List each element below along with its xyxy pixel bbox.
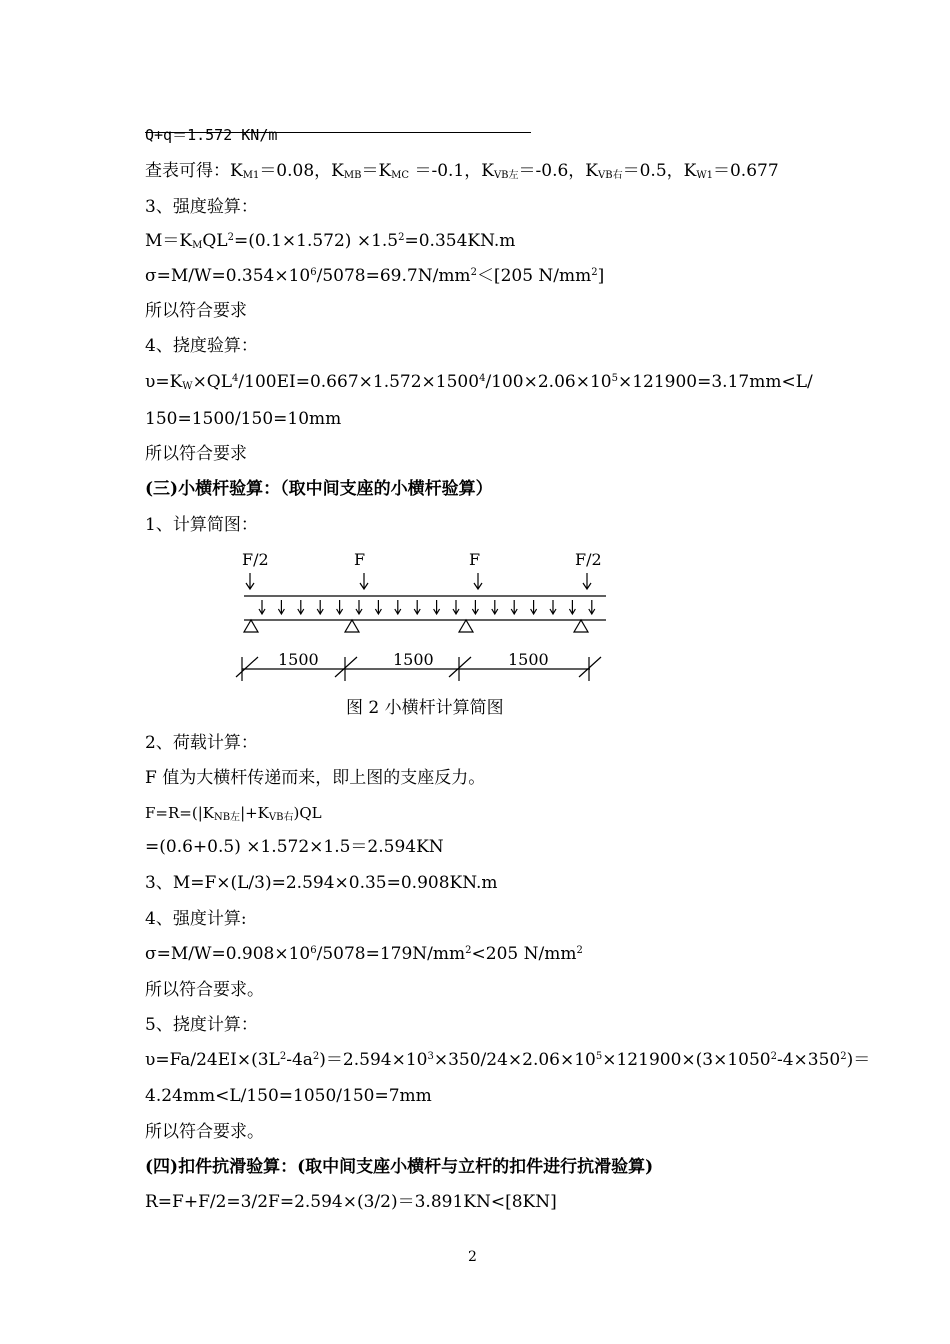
text-run: 查表可得：K (145, 161, 243, 181)
line-deflection-calc-heading (145, 1014, 258, 1036)
distributed-load-arrow (550, 600, 556, 614)
line-reaction-formula (145, 802, 322, 824)
text-run: 5、挠度计算： (145, 1015, 258, 1035)
line-diagram-heading (145, 514, 258, 536)
load-label: F (469, 550, 481, 569)
distributed-load-arrow (259, 600, 265, 614)
text-run: ＜[205 N/mm (476, 266, 592, 286)
point-load-arrow (246, 573, 254, 589)
superscript: 2 (312, 1051, 320, 1062)
text-run: (四)扣件抗滑验算：(取中间支座小横杆与立杆的扣件进行抗滑验算) (145, 1157, 654, 1177)
text-run: 4、挠度验算： (145, 336, 258, 356)
text-run: R=F+F/2=3/2F=2.594×(3/2)＝3.891KN<[8KN] (145, 1192, 557, 1212)
subscript: W1 (696, 170, 713, 181)
span-label: 1500 (393, 650, 434, 669)
superscript: 2 (576, 945, 583, 956)
distributed-load-arrow (589, 600, 595, 614)
line-moment-calc (145, 872, 498, 894)
text-run: )＝ (846, 1050, 871, 1070)
support-triangle (244, 620, 258, 632)
line-deflection-result (145, 1085, 432, 1107)
text-run: 所以符合要求 (145, 444, 247, 464)
superscript: 2 (465, 945, 472, 956)
distributed-load-arrow (356, 600, 362, 614)
line-deflection-heading (145, 335, 258, 357)
line-strength-calc-heading (145, 908, 247, 930)
distributed-load-arrow (434, 600, 440, 614)
point-load-arrow (474, 573, 482, 589)
superscript: 2 (227, 232, 234, 243)
span-label: 1500 (278, 650, 319, 669)
subscript: W (182, 381, 193, 392)
distributed-load-arrow (453, 600, 459, 614)
text-run: ＝0.08，K (259, 161, 344, 181)
section-heading-fastener (145, 1156, 653, 1178)
superscript: 6 (310, 267, 317, 278)
distributed-load-arrow (511, 600, 517, 614)
text-run: σ=M/W=0.354×10 (145, 266, 311, 286)
subscript: M (192, 240, 203, 251)
text-run: υ=Fa/24EI×(3L (145, 1050, 280, 1070)
text-run: )QL (293, 804, 322, 822)
point-load-arrow (360, 573, 368, 589)
subscript: NB左 (213, 812, 241, 823)
distributed-load-arrow (492, 600, 498, 614)
superscript: 4 (479, 373, 486, 384)
text-run: 3、M=F×(L/3)=2.594×0.35=0.908KN.m (145, 873, 498, 893)
text-run: )＝2.594×10 (319, 1050, 428, 1070)
superscript: 5 (611, 373, 618, 384)
text-run: ＝-0.6，K (518, 161, 599, 181)
line-ok-2 (145, 443, 247, 465)
line-ok-3 (145, 979, 264, 1001)
superscript: 6 (310, 945, 317, 956)
superscript: 4 (232, 373, 239, 384)
text-run: 3、强度验算： (145, 197, 258, 217)
text-run: ×QL (192, 372, 233, 392)
superscript: 2 (840, 1051, 847, 1062)
load-label: F/2 (242, 550, 269, 569)
span-label: 1500 (508, 650, 549, 669)
distributed-load-arrow (414, 600, 420, 614)
distributed-load-arrows (259, 600, 595, 614)
distributed-load-arrow (531, 600, 537, 614)
section-heading-small-bar (145, 478, 493, 500)
distributed-load-arrow (298, 600, 304, 614)
superscript: 2 (591, 267, 598, 278)
text-run: 150=1500/150=10mm (145, 409, 342, 429)
text-run: -4a (286, 1050, 313, 1070)
figure-caption: 图 2 小横杆计算简图 (346, 698, 504, 718)
dimension-slash (579, 657, 601, 677)
text-run: ＝0.5，K (622, 161, 697, 181)
text-run: ＝K (361, 161, 392, 181)
text-run: QL (202, 231, 228, 251)
text-run: (三)小横杆验算：（取中间支座的小横杆验算） (145, 479, 493, 499)
text-run: =0.354KN.m (404, 231, 516, 251)
text-run: υ=K (145, 372, 183, 392)
text-run: ＝-0.1，K (409, 161, 494, 181)
text-run: /5078=179N/mm (316, 944, 466, 964)
line-strength-heading (145, 196, 258, 218)
superscript: 2 (470, 267, 477, 278)
load-label: F (354, 550, 366, 569)
distributed-load-arrow (569, 600, 575, 614)
subscript: VB右 (268, 812, 294, 823)
text-run: =(0.1×1.572) ×1.5 (233, 231, 399, 251)
support-triangle (574, 620, 588, 632)
text-run: <205 N/mm (471, 944, 577, 964)
distributed-load-arrow (472, 600, 478, 614)
superscript: 2 (770, 1051, 777, 1062)
text-run: F=R=(|K (145, 804, 214, 822)
text-run: 4、强度计算: (145, 909, 247, 929)
text-run: 2、荷载计算： (145, 733, 258, 753)
line-deflection-calc (145, 1049, 870, 1071)
subscript: VB右 (598, 170, 623, 181)
text-run: F 值为大横杆传递而来，即上图的支座反力。 (145, 768, 486, 788)
text-run: Q+q＝1.572 KN/m (145, 126, 278, 144)
text-run: ×350/24×2.06×10 (433, 1050, 596, 1070)
text-run: -4×350 (776, 1050, 841, 1070)
superscript: 3 (427, 1051, 434, 1062)
line-lookup-coefficients (145, 160, 779, 182)
distributed-load-arrow (375, 600, 381, 614)
subscript: M1 (242, 170, 260, 181)
subscript: MC (391, 170, 410, 181)
line-load-sum (145, 124, 277, 146)
text-run: /100EI=0.667×1.572×1500 (238, 372, 480, 392)
point-load-arrow (583, 573, 591, 589)
text-run: 所以符合要求 (145, 301, 247, 321)
beam-diagram (230, 545, 630, 690)
superscript: 5 (595, 1051, 603, 1062)
text-run: ＝0.677 (712, 161, 779, 181)
text-run: 所以符合要求。 (145, 1122, 264, 1142)
text-run: /100×2.06×10 (485, 372, 612, 392)
page-number: 2 (468, 1249, 477, 1265)
line-slip-calc (145, 1191, 557, 1213)
text-run: 所以符合要求。 (145, 980, 264, 1000)
line-load-heading (145, 732, 258, 754)
subscript: VB左 (493, 170, 519, 181)
line-f-origin (145, 767, 485, 789)
distributed-load-arrow (317, 600, 323, 614)
dimension-slash (449, 657, 471, 677)
support-triangle (345, 620, 359, 632)
distributed-load-arrow (278, 600, 284, 614)
text-run: σ=M/W=0.908×10 (145, 944, 311, 964)
support-triangle (459, 620, 473, 632)
line-ok-4 (145, 1121, 264, 1143)
superscript: 2 (279, 1051, 287, 1062)
distributed-load-arrow (395, 600, 401, 614)
line-moment-formula (145, 230, 515, 252)
subscript: MB (343, 170, 362, 181)
text-run: ×121900=3.17mm<L/ (617, 372, 813, 392)
text-run: ] (597, 266, 605, 286)
text-run: 4.24mm<L/150=1050/150=7mm (145, 1086, 432, 1106)
dimension-slash (236, 657, 258, 677)
text-run: 1、计算简图： (145, 515, 258, 535)
superscript: 2 (398, 232, 405, 243)
line-deflection-limit (145, 408, 341, 430)
line-ok-1 (145, 300, 247, 322)
line-stress-calc (145, 943, 583, 965)
line-reaction-value (145, 836, 444, 858)
line-deflection-formula (145, 371, 813, 393)
dimension-slash (335, 657, 357, 677)
text-run: |+K (240, 804, 269, 822)
text-run: =(0.6+0.5) ×1.572×1.5＝2.594KN (145, 837, 444, 857)
text-run: ×121900×(3×1050 (602, 1050, 771, 1070)
text-run: /5078=69.7N/mm (316, 266, 471, 286)
line-stress-formula (145, 265, 604, 287)
distributed-load-arrow (337, 600, 343, 614)
text-run: M＝K (145, 231, 193, 251)
load-label: F/2 (575, 550, 602, 569)
